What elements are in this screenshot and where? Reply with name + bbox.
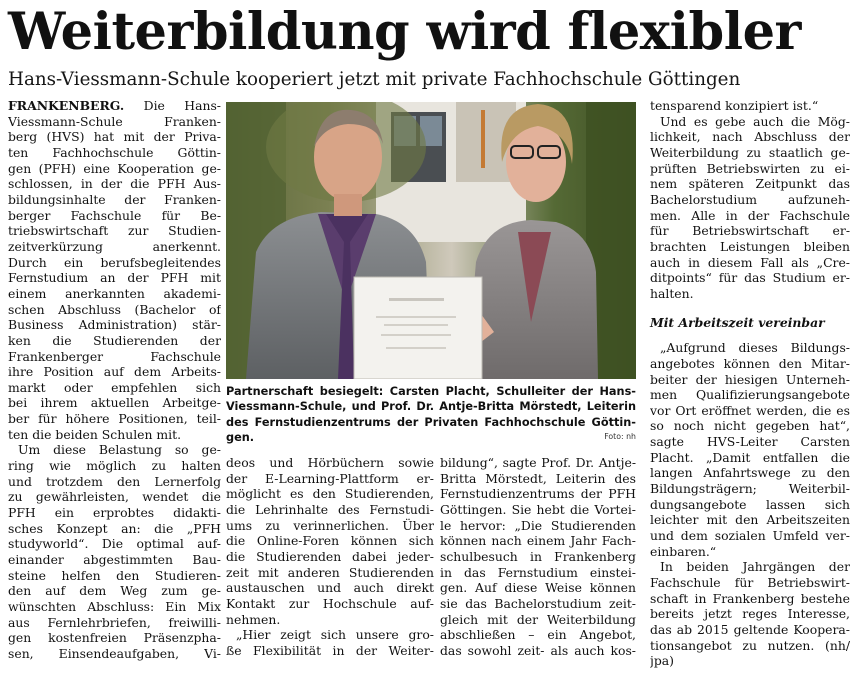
- text-line: ber für höhere Positionen, teil-: [8, 411, 221, 427]
- text-line: tionsangebot zu nutzen. (nh/: [650, 637, 850, 653]
- text-line: sagte HVS-Leiter Carsten: [650, 434, 850, 450]
- text-line: deos und Hörbüchern sowie: [226, 455, 434, 470]
- text-line: sie das Bachelorstudium zeit-: [440, 595, 636, 611]
- text-line: bildung“, sagte Prof. Dr. Antje-: [440, 455, 636, 470]
- text-line: vor Ort eröffnet werden, die es: [650, 402, 850, 418]
- text-line: gleich mit der Weiterbildung: [440, 611, 636, 627]
- certificate-document: [354, 277, 482, 379]
- text-line: ße Flexibilität in der Weiter-: [226, 642, 434, 658]
- text-line: Fachschule für Betriebswirt-: [650, 575, 850, 591]
- article-photo: [226, 102, 636, 379]
- text-line: ditpoints“ für das Studium er-: [650, 270, 850, 286]
- text-line: Britta Mörstedt, Leiterin des: [440, 470, 636, 486]
- photo-credit: Foto: nh: [604, 432, 636, 441]
- text-line: [8, 98, 221, 114]
- dateline: FRANKENBERG.: [8, 98, 125, 113]
- text-line: gen (PFH) eine Kooperation ge-: [8, 160, 221, 176]
- text-line: tensparend konzipiert ist.“: [650, 98, 819, 113]
- article-column-1: [8, 98, 221, 662]
- text-line: Bildungsträgern; Weiterbil-: [650, 481, 850, 497]
- text-line: Placht. „Damit entfallen die: [650, 449, 850, 465]
- text-line: schulbesuch in Frankenberg: [440, 548, 636, 564]
- text-line: den auf dem Weg zum ge-: [8, 583, 221, 599]
- column-4-part-1: [650, 98, 850, 302]
- photo-image: [226, 102, 636, 379]
- text-line: ten die beiden Schulen mit.: [8, 426, 182, 442]
- text-line: Um diese Belastung so ge-: [18, 442, 221, 458]
- text-line: und trotzdem den Lernerfolg: [8, 473, 221, 489]
- text-line: angebotes können den Mitar-: [650, 355, 850, 371]
- text-line: sen, Einsendeaufgaben, Vi-: [8, 645, 221, 661]
- text-line: bildungsinhalte der Franken-: [8, 191, 221, 207]
- text-line: gen kostenfreien Präsenzpha-: [8, 630, 221, 646]
- text-line: Durch ein berufsbegleitendes: [8, 254, 221, 270]
- article-column-4: [650, 98, 850, 669]
- text-line: In beiden Jahrgängen der: [660, 559, 850, 575]
- text-line: Weiterbildung zu staatlich ge-: [650, 144, 850, 160]
- text-line: „Aufgrund dieses Bildungs-: [660, 340, 850, 356]
- text-line: für Betriebswirtschaft er-: [650, 223, 850, 239]
- text-line: leichter mit den Arbeitszeiten: [650, 512, 850, 528]
- text-line: Und es gebe auch die Mög-: [660, 113, 850, 129]
- text-line: bereits jetzt reges Interesse,: [650, 606, 850, 622]
- text-line: le hervor: „Die Studierenden: [440, 517, 636, 533]
- text-line: jpa): [650, 653, 674, 669]
- text-line: beiter der hiesigen Unterneh-: [650, 371, 850, 387]
- text-line: prüften Betriebswirten zu ei-: [650, 160, 850, 176]
- text-line: aus Fernlehrbriefen, freiwilli-: [8, 614, 221, 630]
- text-line: bei ihrem aktuellen Arbeitge-: [8, 395, 221, 411]
- text-line: ums zu verinnerlichen. Über: [226, 517, 434, 533]
- text-line: austauschen und auch direkt: [226, 580, 434, 596]
- text-line: zeit mit anderen Studierenden: [226, 564, 434, 580]
- text-line: Göttingen. Sie hebt die Vortei-: [440, 501, 636, 517]
- section-subheading: Mit Arbeitszeit vereinbar: [650, 314, 825, 330]
- text-line: Viessmann-Schule, und Prof. Dr. Antje-Britta Mörstedt, Leiterin: [226, 400, 636, 414]
- text-line: die Online-Foren können sich: [226, 533, 434, 549]
- text-line: abschließen – ein Angebot,: [440, 627, 636, 643]
- text-line: langen Anfahrtswege zu den: [650, 465, 850, 481]
- text-line: Viessmann-Schule Franken-: [8, 113, 221, 129]
- text-line: schen Abschluss (Bachelor of: [8, 301, 221, 317]
- text-line: der E-Learning-Plattform er-: [226, 470, 434, 486]
- text-line: ken die Studierenden der: [8, 332, 221, 348]
- text-line: Business Administration) stär-: [8, 317, 221, 333]
- text-line: ten Fachhochschule Göttin-: [8, 144, 221, 160]
- article-headline: Weiterbildung wird flexibler: [8, 2, 801, 62]
- text-line: auch in diesem Fall als „Cre-: [650, 254, 850, 270]
- text-line: und dem sozialen Umfeld ver-: [650, 528, 850, 544]
- text-line: einem anerkannten akademi-: [8, 285, 221, 301]
- text-line: men Qualifizierungsangebote: [650, 387, 850, 403]
- text-line: zeitverkürzung anerkennt.: [8, 238, 221, 254]
- text-line: studyworld“. Die optimal auf-: [8, 536, 221, 552]
- text-line: brachten Leistungen bleiben: [650, 238, 850, 254]
- text-line: das ab 2015 geltende Koopera-: [650, 622, 850, 637]
- text-line: sches Konzept an: die „PFH: [8, 520, 221, 536]
- text-line: Bachelorstudium aufzuneh-: [650, 191, 850, 207]
- text-line: des Fernstudienzentrums der Privaten Fachhochschule Göttin-: [226, 415, 636, 429]
- text-line: ihre Position auf dem Arbeits-: [8, 364, 221, 380]
- text-line: Frankenberger Fachschule: [8, 348, 221, 364]
- text-line: die Lehrinhalte des Fernstudi-: [226, 501, 434, 517]
- text-line: men. Alle in der Fachschule: [650, 207, 850, 223]
- article-column-2: [226, 455, 434, 659]
- article-subheadline: Hans-Viessmann-Schule kooperiert jetzt mit private Fachhochschule Göttingen: [8, 69, 741, 90]
- text-line: steine helfen den Studieren-: [8, 567, 221, 583]
- text-line: können nach einem Jahr Fach-: [440, 533, 636, 549]
- text-line: schlossen, in der die PFH Aus-: [8, 176, 221, 192]
- text-line: berg (HVS) hat mit der Priva-: [8, 129, 221, 145]
- column-4-part-2: [650, 340, 850, 669]
- text-line: „Hier zeigt sich unsere gro-: [236, 627, 434, 643]
- text-line: gen.: [226, 431, 255, 445]
- text-line: einbaren.“: [650, 543, 717, 559]
- text-line: das sowohl zeit- als auch kos-: [440, 642, 636, 658]
- text-line: Kontakt zur Hochschule auf-: [226, 595, 434, 611]
- text-line: berger Fachschule für Be-: [8, 207, 221, 223]
- text-line: PFH ein erprobtes didakti-: [8, 505, 221, 521]
- text-line: halten.: [650, 285, 694, 301]
- text-line: ring wie möglich zu halten: [8, 458, 221, 474]
- text-line: Fernstudienzentrums der PFH: [440, 486, 636, 502]
- text-line: markt oder empfehlen sich: [8, 379, 221, 395]
- text-line: möglicht es den Studierenden,: [226, 486, 434, 502]
- text-line: so noch nicht gegeben hat“,: [650, 418, 850, 434]
- text-line: gen. Auf diese Weise können: [440, 580, 636, 596]
- text-line: nem späteren Zeitpunkt das: [650, 176, 850, 192]
- text-line: triebswirtschaft zur Studien-: [8, 223, 221, 239]
- text-line: die Studierenden dabei jeder-: [226, 548, 434, 564]
- text-line: wünschten Abschluss: Ein Mix: [8, 599, 221, 614]
- text-line: zu gewährleisten, wendet die: [8, 489, 221, 505]
- text-line: Partnerschaft besiegelt: Carsten Placht, Schulleiter der Hans-: [226, 385, 636, 398]
- article-column-3: [440, 455, 636, 659]
- text-line: nehmen.: [226, 611, 281, 627]
- text-line: Fernstudium an der PFH mit: [8, 270, 221, 286]
- text-line: lichkeit, nach Abschluss der: [650, 129, 850, 145]
- text-line: schaft in Frankenberg bestehe: [650, 590, 850, 606]
- text-line: in das Fernstudium einstei-: [440, 564, 636, 580]
- text-line: einander abgestimmten Bau-: [8, 552, 221, 568]
- text-fragment: Die Hans-: [124, 98, 221, 113]
- text-line: dungsangebote lassen sich: [650, 496, 850, 512]
